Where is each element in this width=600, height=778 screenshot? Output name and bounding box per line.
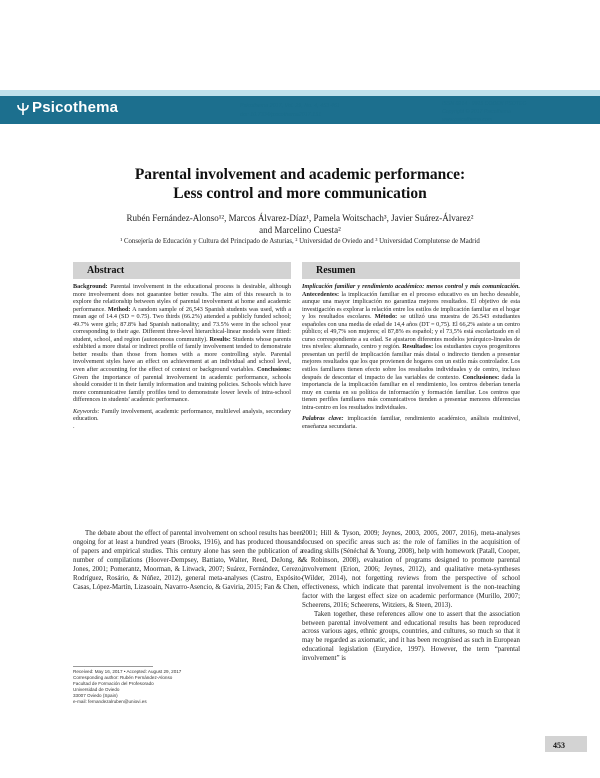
doi-line[interactable]: doi: 10.7334/psicothema2017.151 [240, 112, 322, 118]
issn-line: ISSN 0214 - 9915 CODEN PSOTEG [442, 101, 527, 107]
resumen-heading: Resumen [302, 262, 520, 279]
received-dates: Received: May 16, 2017 • Accepted: August 29, 2017 [73, 669, 182, 674]
corresponding-author: Corresponding author: Rubén Fernández-Alonso [73, 675, 173, 681]
title-line-2: Less control and more communication [173, 185, 427, 202]
conclusiones-text: dada la importancia de la implicación familiar en el rendimiento, los centros deberían tenerla muy en cuenta en su política de información y formación familiar. Los centros que tienen perfiles familiares más comunicativos tienden a presentar menores diferencias intra-centro en los resultados individuales. [302, 373, 521, 411]
background-text: Parental involvement in the educational process is desirable, although more involvement does not guarantee better results. The aim of this research is to explore the relationship between styles of parental involvement at home and academic performance. [73, 283, 291, 313]
palabras-label: Palabras clave: [302, 415, 344, 423]
conclusions-text: Given the importance of parental involvement in academic performance, schools should consider it in their family information and training policies. Schools which have more communicative family profiles tend to demonstrate lower levels of intra-school differences in students' academic performance. [73, 373, 291, 404]
metodo-label: Método: [374, 313, 398, 321]
results-label: Results: [209, 335, 231, 343]
resumen-title: Implicación familiar y rendimiento académico: menos control y más comunicación. [302, 283, 520, 290]
authors-line-2: and Marcelino Cuesta² [259, 225, 341, 235]
affiliations: ¹ Consejería de Educación y Cultura del Principado de Asturias, ² Universidad de Oviedo and ³ Universidad Complutense de Madrid [120, 238, 480, 245]
website-link[interactable]: www.psicothema.com [442, 117, 493, 123]
author-university: Universidad de Oviedo [73, 687, 120, 693]
copyright-line: Copyright © 2017 Psicothema [442, 109, 511, 115]
body-left-column [73, 530, 303, 593]
intro-paragraph-2: Taken together, these references allow one to assert that the association between parental involvement and educational results has been reproduced across various ages, ethnic groups, countries, and cultures, so much so that it may be regarded as axiomatic, and it has been recognised as such in European educational legislation (Eurydice, 1997). However, the term “parental involvement” is [302, 610, 520, 663]
results-text: Students whose parents exhibited a more distal or indirect profile of family involvement tended to demonstrate better results than those from homes with a more controlling style. Parental involvement styles have an effect on achievement at an individual and school level, even after accounting for the effect of context or background variables. [73, 335, 291, 374]
author-city: 33007 Oviedo (Spain) [73, 693, 118, 699]
citation-line: Psicothema 2017, Vol. 29, No. 4, 453-461 [240, 103, 340, 109]
method-text: A random sample of 26,543 Spanish students was used, with a mean age of 14.4 (SD = 0.75). Two thirds (66.2%) attended a publicly funded school; 49.7% were girls; 87.8% had Spanish nationality; and 73.5% were in the school year corresponding to their age. Different three-level hierarchical-linear models were fitted: student, school, and region (autonomous community). [73, 305, 291, 343]
authors-line-1: Rubén Fernández-Alonso¹², Marcos Álvarez-Díaz¹, Pamela Woitschach³, Javier Suárez-Álvarez² [126, 213, 474, 223]
page-number-box [545, 736, 587, 752]
journal-name: Psicothema [32, 99, 119, 116]
author-list [0, 212, 600, 236]
background-label: Background: [73, 283, 108, 290]
conclusiones-label: Conclusiones: [462, 373, 500, 381]
intro-paragraph-1-cont: 2001; Hill & Tyson, 2009; Jeynes, 2003, 2005, 2007, 2016), meta-analyses focused on specific areas such as: the role of families in the acquisition of reading skills (Sénéchal & Young, 2008), help with homework (Patall, Cooper, & Robinson, 2008), evaluation of programs designed to promote parental involvement (Erion, 2006; Jeynes, 2012), and qualitative meta-syntheses (Wilder, 2014), not forgetting reviews from the perspective of school effectiveness, which indicate that parental involvement is the non-teaching factor with the largest effect size on academic performance (Murillo, 2007; Scheerens, 2016; Scheerens, Witziers, & Steen, 2013). [302, 530, 520, 609]
keywords-label: Keywords: [73, 407, 100, 415]
intro-paragraph-1: The debate about the effect of parental involvement on school results has been ongoing for at least a hundred years (Brooks, 1916), and has produced thousands of papers and empirical studies. This century alone has seen the publication of a number of compilations (Hoover-Dempsey, Battiato, Walter, Reed, DeJong, & Jones, 2001; Pomerantz, Moorman, & Litwack, 2007; Suárez, Fernández, Cerezo, Rodríguez, Rosário, & Núñez, 2012), general meta-analyses (Castro, Expósito-Casas, López-Martín, Lizasoain, Navarro-Asencio, & Gaviria, 2015; Fan & Chen, [73, 530, 303, 591]
conclusions-label: Conclusions: [256, 366, 292, 374]
article-title [0, 165, 600, 203]
footnote-rule [73, 666, 153, 667]
keywords [73, 408, 291, 423]
correspondence-footnote [73, 669, 303, 706]
page-number: 453 [553, 741, 565, 750]
metodo-text: se utilizó una muestra de 26.543 estudiantes españoles con una media de edad de 14,4 años (DT = 0,75). El 66,2% asiste a un centro público; el 49,7% son mujeres; el 87,8% es español; y el 73,5% está escolarizado en el curso correspondiente a su edad. Se ajustaron diferentes modelos jerárquico-lineales de tres niveles: alumnado, centro y región. [302, 313, 521, 351]
journal-logo [18, 99, 118, 116]
keywords-text: Family involvement, academic performance, multilevel analysis, secondary education. [73, 407, 291, 423]
psi-logo-icon [16, 102, 30, 116]
trailing-mark: . [73, 422, 75, 430]
resultados-label: Resultados: [402, 343, 434, 351]
author-email[interactable]: e-mail: fernandezalruben@uniovi.es [73, 699, 147, 705]
abstract-body [73, 283, 291, 430]
resultados-text: los estudiantes cuyos progenitores presentan un perfil de implicación familiar más distal o indirecto tienden a presentar mejores resultados que los que provienen de hogares con un estilo más controlador. Los estilos familiares tienen efecto sobre los resultados individuales y de centro, incluso después de descontar el impacto de las variables de contexto. [302, 343, 521, 381]
author-department: Facultad de Formación del Profesorado [73, 681, 154, 687]
method-label: Method: [107, 305, 131, 313]
resumen-body [302, 283, 520, 430]
palabras-text: implicación familiar, rendimiento académico, análisis multinivel, enseñanza secundaria. [302, 415, 521, 430]
antecedentes-label: Antecedentes: [302, 290, 340, 298]
abstract-heading: Abstract [73, 262, 291, 279]
palabras-clave [302, 415, 520, 430]
title-line-1: Parental involvement and academic performance: [134, 166, 466, 183]
antecedentes-text: la implicación familiar en el proceso educativo es un hecho deseable, aunque una mayor implicación no garantiza mejores resultados. El objetivo de esta investigación es explorar la relación entre los estilos de implicación familiar en el hogar y los resultados escolares. [302, 290, 520, 321]
body-right-column [302, 530, 520, 664]
